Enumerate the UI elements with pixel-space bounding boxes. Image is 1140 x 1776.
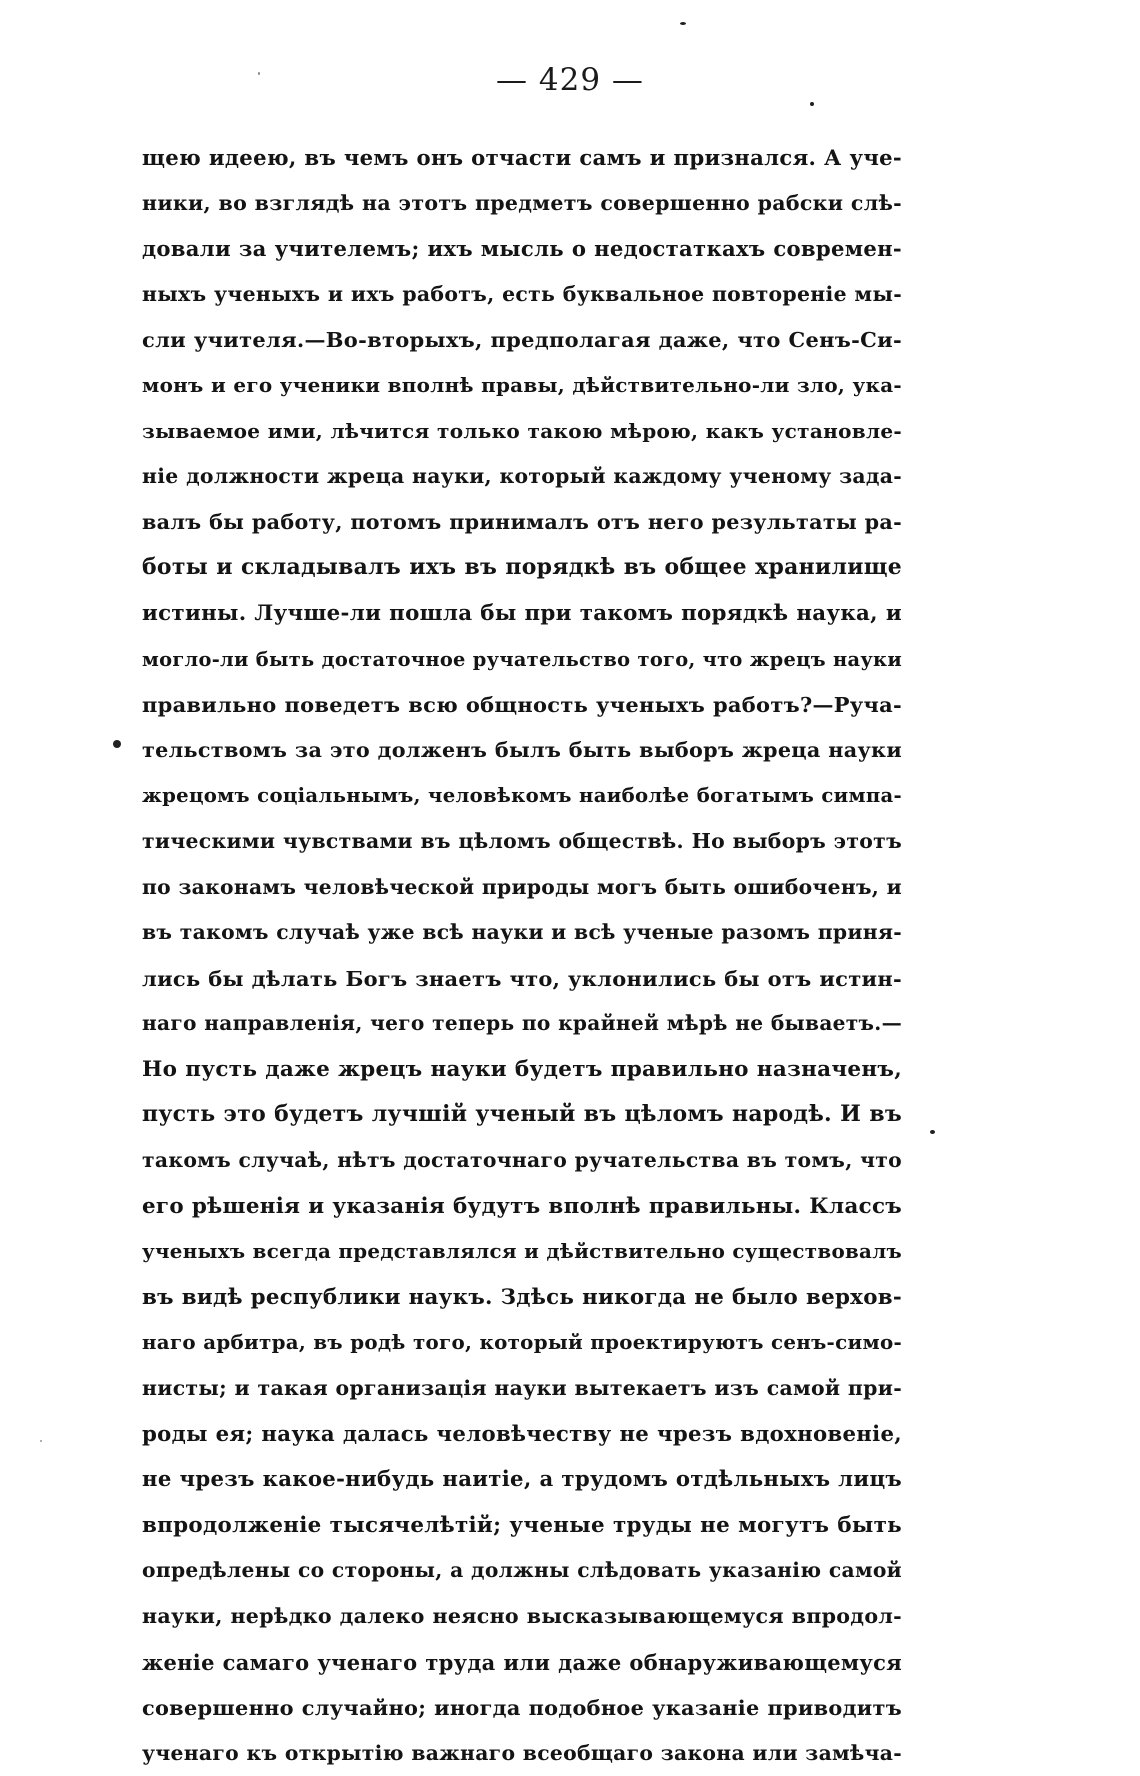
text-line: тическими чувствами въ цѣломъ обществѣ. Но выборъ этотъ xyxy=(142,828,902,853)
text-line: наго арбитра, въ родѣ того, который проектируютъ сенъ-симо- xyxy=(142,1330,902,1355)
text-line: монъ и его ученики вполнѣ правы, дѣйствительно-ли зло, ука- xyxy=(142,372,902,397)
text-line: роды ея; наука далась человѣчеству не чрезъ вдохновенiе, xyxy=(142,1421,902,1447)
scan-speck xyxy=(810,102,814,106)
scan-speck xyxy=(258,72,260,75)
text-line: боты и складывалъ ихъ въ порядкѣ въ общее хранилище xyxy=(142,554,902,581)
text-line: его рѣшенiя и указанiя будутъ вполнѣ правильны. Классъ xyxy=(142,1193,902,1219)
text-line: довали за учителемъ; ихъ мысль о недостаткахъ современ- xyxy=(142,236,902,262)
text-line: правильно поведетъ всю общность ученыхъ работъ?—Руча- xyxy=(142,692,902,718)
text-line: совершенно случайно; иногда подобное указанiе приводитъ xyxy=(142,1695,902,1721)
text-line: сли учителя.—Во-вторыхъ, предполагая даже, что Сенъ-Си- xyxy=(142,327,902,353)
text-line: не чрезъ какое-нибудь наитiе, а трудомъ отдѣльныхъ лицъ xyxy=(142,1467,902,1493)
text-line: ники, во взглядѣ на этотъ предметъ совершенно рабски слѣ- xyxy=(142,190,902,215)
text-line: могло-ли быть достаточное ручательство того, что жрецъ науки xyxy=(142,647,902,671)
scan-speck xyxy=(113,740,121,748)
text-line: такомъ случаѣ, нѣтъ достаточнаго ручательства въ томъ, что xyxy=(142,1148,902,1173)
page-number: — 429 — xyxy=(496,62,644,98)
text-line: нiе должности жреца науки, который каждому ученому зада- xyxy=(142,464,902,489)
text-line: истины. Лучше-ли пошла бы при такомъ порядкѣ наука, и xyxy=(142,600,902,626)
body-text xyxy=(142,135,902,1776)
scan-speck xyxy=(680,22,686,25)
text-line: нисты; и такая организацiя науки вытекаетъ изъ самой при- xyxy=(142,1376,902,1401)
scan-speck xyxy=(40,1440,42,1442)
text-line: зываемое ими, лѣчится только такою мѣрою, какъ установле- xyxy=(142,418,902,443)
text-line: впродолженiе тысячелѣтiй; ученые труды не могутъ быть xyxy=(142,1512,902,1538)
text-line: ученыхъ всегда представлялся и дѣйствительно существовалъ xyxy=(142,1239,902,1264)
text-line: науки, нерѣдко далеко неясно высказывающемуся впродол- xyxy=(142,1604,902,1628)
text-line: ныхъ ученыхъ и ихъ работъ, есть буквальное повторенiе мы- xyxy=(142,281,902,306)
scan-speck xyxy=(930,1130,935,1134)
text-line: валъ бы работу, потомъ принималъ отъ него результаты ра- xyxy=(142,509,902,534)
text-line: въ такомъ случаѣ уже всѣ науки и всѣ ученые разомъ приня- xyxy=(142,920,902,945)
text-line: жрецомъ соцiальнымъ, человѣкомъ наиболѣе богатымъ симпа- xyxy=(142,784,902,808)
text-line: пусть это будетъ лучшiй ученый въ цѣломъ народѣ. И въ xyxy=(142,1101,902,1128)
text-line: тельствомъ за это долженъ былъ быть выборъ жреца науки xyxy=(142,737,902,762)
text-line: опредѣлены со стороны, а должны слѣдовать указанiю самой xyxy=(142,1558,902,1583)
text-line: наго направленiя, чего теперь по крайней мѣрѣ не бываетъ.— xyxy=(142,1011,902,1036)
text-line: женiе самаго ученаго труда или даже обнаруживающемуся xyxy=(142,1649,902,1675)
text-line: Но пусть даже жрецъ науки будетъ правильно назначенъ, xyxy=(142,1056,902,1082)
text-line: лись бы дѣлать Богъ знаетъ что, уклонились бы отъ истин- xyxy=(142,965,902,991)
text-line: въ видѣ республики наукъ. Здѣсь никогда не было верхов- xyxy=(142,1284,902,1310)
text-line: ученаго къ открытiю важнаго всеобщаго закона или замѣча- xyxy=(142,1740,902,1765)
text-line: по законамъ человѣческой природы могъ быть ошибоченъ, и xyxy=(142,874,902,899)
text-line: щею идеею, въ чемъ онъ отчасти самъ и признался. А уче- xyxy=(142,145,902,170)
